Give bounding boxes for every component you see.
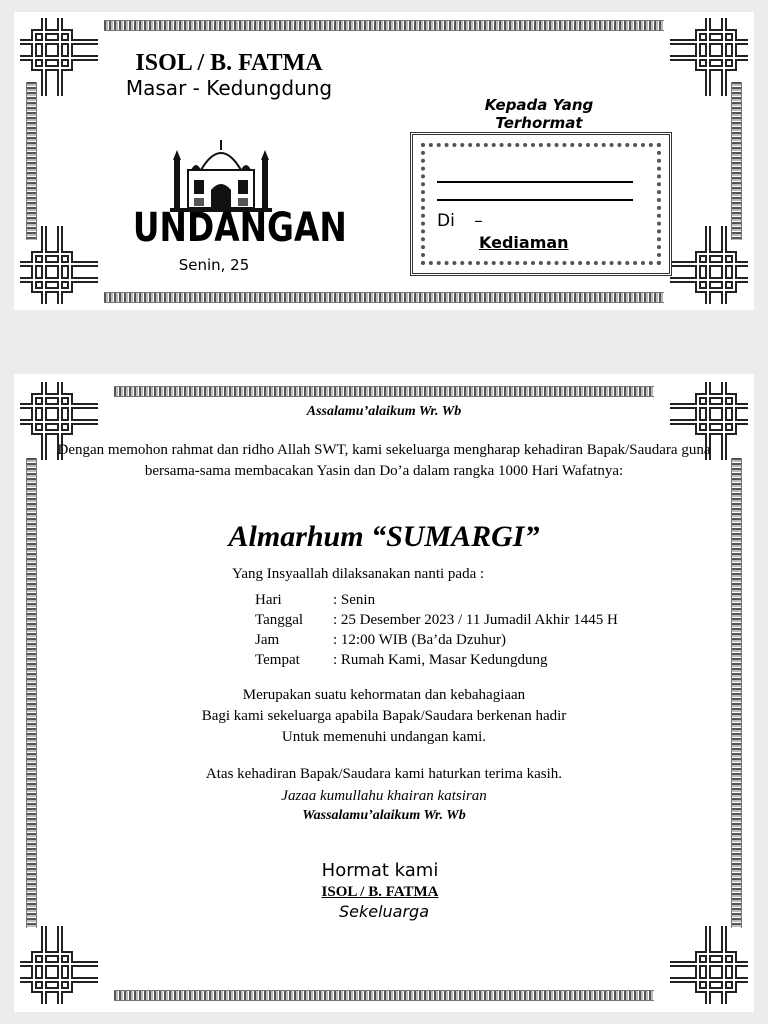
recipient-place: Kediaman	[479, 233, 569, 252]
top-border	[114, 386, 654, 397]
prayer-text: Jazaa kumullahu khairan katsiran	[281, 788, 487, 804]
signoff-text: Hormat kami	[321, 860, 439, 881]
detail-row: Tempat : Rumah Kami, Masar Kedungdung	[255, 652, 548, 668]
recipient-box	[410, 132, 672, 276]
farewell-text: Wassalamu’alaikum Wr. Wb	[302, 808, 466, 823]
corner-knot-icon	[14, 220, 104, 310]
sender-address: Masar - Kedungdung	[125, 76, 333, 100]
bottom-border	[114, 990, 654, 1001]
recipient-line	[437, 199, 633, 201]
invitation-title: UNDANGAN	[132, 205, 347, 251]
corner-knot-icon	[664, 220, 754, 310]
deceased-name: Almarhum “SUMARGI”	[228, 520, 540, 553]
detail-row: Jam : 12:00 WIB (Ba’da Dzuhur)	[255, 632, 507, 648]
corner-knot-icon	[664, 920, 754, 1010]
recipient-line	[437, 181, 633, 183]
detail-row: Hari : Senin	[255, 592, 376, 608]
di-label: Di –	[437, 211, 483, 231]
right-border	[731, 82, 742, 240]
family-text: Sekeluarga	[338, 902, 430, 921]
date-fragment: Senin, 25	[178, 256, 250, 274]
top-border	[104, 20, 664, 31]
thanks-text: Atas kehadiran Bapak/Saudara kami haturkan terima kasih.	[205, 766, 563, 782]
bottom-border	[104, 292, 664, 303]
mosque-icon	[166, 138, 276, 213]
intro-paragraph: Dengan memohon rahmat dan ridho Allah SWT, kami sekeluarga mengharap kehadiran Bapak/Saudara guna bersama-sama membacakan Yasin dan Do’a dalam rangka 1000 Hari Wafatnya:	[57, 442, 711, 479]
corner-knot-icon	[664, 12, 754, 102]
lead-text: Yang Insyaallah dilaksanakan nanti pada :	[232, 566, 485, 582]
signer-name: ISOL / B. FATMA	[321, 884, 439, 900]
event-details	[255, 590, 618, 670]
sender-name: ISOL / B. FATMA	[135, 50, 323, 76]
greeting: Assalamu’alaikum Wr. Wb	[306, 404, 462, 419]
letter-card	[14, 374, 754, 1012]
corner-knot-icon	[14, 920, 104, 1010]
recipient-header: Kepada Yang Terhormat	[484, 96, 594, 132]
closing-paragraph: Merupakan suatu kehormatan dan kebahagiaan Bagi kami sekeluarga apabila Bapak/Saudara berkenan hadir Untuk memenuhi undangan kami.	[201, 687, 567, 745]
left-border	[26, 82, 37, 240]
corner-knot-icon	[14, 12, 104, 102]
envelope-card	[14, 12, 754, 310]
detail-row: Tanggal : 25 Desember 2023 / 11 Jumadil Akhir 1445 H	[255, 612, 618, 628]
